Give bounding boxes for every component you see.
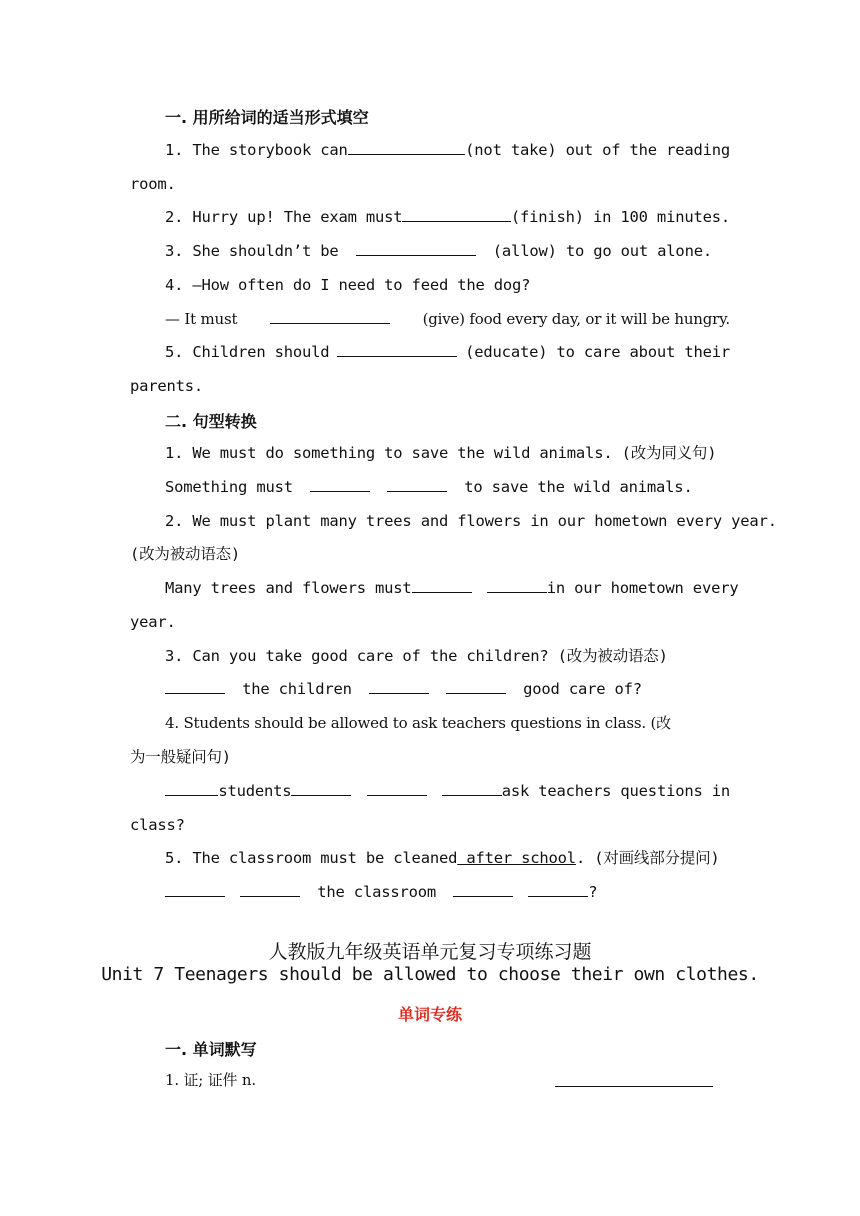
q5-text-b: (educate) to care about their bbox=[465, 343, 730, 361]
q1-wrap: room. bbox=[130, 175, 176, 193]
red-heading: 单词专练 bbox=[397, 1005, 462, 1024]
q3-line bbox=[165, 241, 730, 261]
s5-text-a: 5. The classroom must be cleaned bbox=[165, 849, 458, 867]
s2-blank-1[interactable] bbox=[412, 578, 472, 593]
s1-line-b bbox=[165, 477, 730, 497]
q5-blank[interactable] bbox=[337, 342, 457, 357]
s1-text-b: to save the wild animals. bbox=[464, 478, 693, 496]
s5-blank-4[interactable] bbox=[528, 882, 588, 897]
s4-blank-4[interactable] bbox=[442, 781, 502, 796]
s3-text-b: good care of? bbox=[523, 680, 642, 698]
s5-line-b bbox=[165, 882, 730, 902]
q2-text-b: (finish) in 100 minutes. bbox=[510, 208, 730, 226]
s1-line-a: 1. We must do something to save the wild animals. (改为同义句) bbox=[165, 444, 717, 462]
s4-blanks bbox=[291, 781, 501, 801]
s4-line-d: class? bbox=[130, 816, 185, 834]
q1-text-a: 1. The storybook can bbox=[165, 141, 348, 159]
s2-text-b: in our hometown every bbox=[546, 579, 739, 597]
q2-line bbox=[165, 207, 730, 227]
s4-blank-3[interactable] bbox=[367, 781, 427, 796]
s3-blank-1[interactable] bbox=[165, 679, 225, 694]
s4-text-a: students bbox=[218, 782, 292, 800]
s4-text-b: ask teachers questions in bbox=[501, 782, 730, 800]
q1-line bbox=[165, 140, 730, 160]
s1-text-a: Something must bbox=[165, 478, 293, 496]
q1-text-b: (not take) out of the reading bbox=[465, 141, 730, 159]
sec1-heading: 一. 用所给词的适当形式填空 bbox=[165, 108, 369, 127]
s2-line-c bbox=[165, 578, 739, 598]
q5-line bbox=[165, 342, 730, 362]
q3-text-a: 3. She shouldn’t be bbox=[165, 242, 339, 260]
s5-blank-2[interactable] bbox=[240, 882, 300, 897]
s4-line-a: 4. Students should be allowed to ask teachers questions in class. (改 bbox=[165, 714, 671, 732]
s2-line-a: 2. We must plant many trees and flowers in our hometown every year. bbox=[165, 512, 777, 530]
sec2-heading: 二. 句型转换 bbox=[165, 412, 257, 431]
s4-line-c bbox=[165, 781, 730, 801]
s4-blank-2[interactable] bbox=[291, 781, 351, 796]
s5-text-c: the classroom bbox=[317, 883, 436, 901]
q5-text-a: 5. Children should bbox=[165, 343, 330, 361]
q2-blank[interactable] bbox=[402, 207, 510, 222]
s3-blank-2[interactable] bbox=[369, 679, 429, 694]
doc-title: 人教版九年级英语单元复习专项练习题 bbox=[268, 941, 592, 963]
q3-blank[interactable] bbox=[356, 241, 476, 256]
s4-blank-1[interactable] bbox=[165, 781, 218, 796]
q2-text-a: 2. Hurry up! The exam must bbox=[165, 208, 403, 226]
w1-text: 1. 证; 证件 n. bbox=[165, 1071, 256, 1089]
s3-line-a: 3. Can you take good care of the children? (改为被动语态) bbox=[165, 647, 668, 665]
s2-line-d: year. bbox=[130, 613, 176, 631]
w1-blank[interactable] bbox=[555, 1072, 713, 1087]
q4-line-a: 4. —How often do I need to feed the dog? bbox=[165, 276, 531, 294]
s5-blank-3[interactable] bbox=[453, 882, 513, 897]
doc-subtitle: Unit 7 Teenagers should be allowed to choose their own clothes. bbox=[101, 964, 759, 985]
s5-underlined: after school bbox=[457, 849, 576, 867]
q5-wrap: parents. bbox=[130, 377, 204, 395]
q3-text-b: (allow) to go out alone. bbox=[492, 242, 712, 260]
q4-text-a: — It must bbox=[165, 310, 238, 328]
s3-text-a: the children bbox=[242, 680, 352, 698]
s5-blank-1[interactable] bbox=[165, 882, 225, 897]
s1-blank-1[interactable] bbox=[310, 477, 370, 492]
q4-line-b bbox=[165, 309, 730, 329]
q4-blank[interactable] bbox=[270, 309, 390, 324]
q1-blank[interactable] bbox=[348, 140, 466, 155]
sec3-heading: 一. 单词默写 bbox=[165, 1040, 257, 1059]
s5-text-d: ? bbox=[588, 883, 598, 901]
s2-blank-2[interactable] bbox=[487, 578, 547, 593]
s5-text-b: . (对画线部分提问) bbox=[575, 849, 720, 867]
s2-text-a: Many trees and flowers must bbox=[165, 579, 412, 597]
s4-line-b: 为一般疑问句) bbox=[130, 748, 231, 766]
s2-blanks bbox=[412, 578, 547, 598]
s5-line-a bbox=[165, 848, 730, 868]
s3-blank-3[interactable] bbox=[446, 679, 506, 694]
s2-line-b: (改为被动语态) bbox=[130, 545, 241, 563]
q4-text-b: (give) food every day, or it will be hungry. bbox=[422, 310, 730, 328]
s1-blank-2[interactable] bbox=[387, 477, 447, 492]
s3-line-b bbox=[165, 679, 730, 699]
